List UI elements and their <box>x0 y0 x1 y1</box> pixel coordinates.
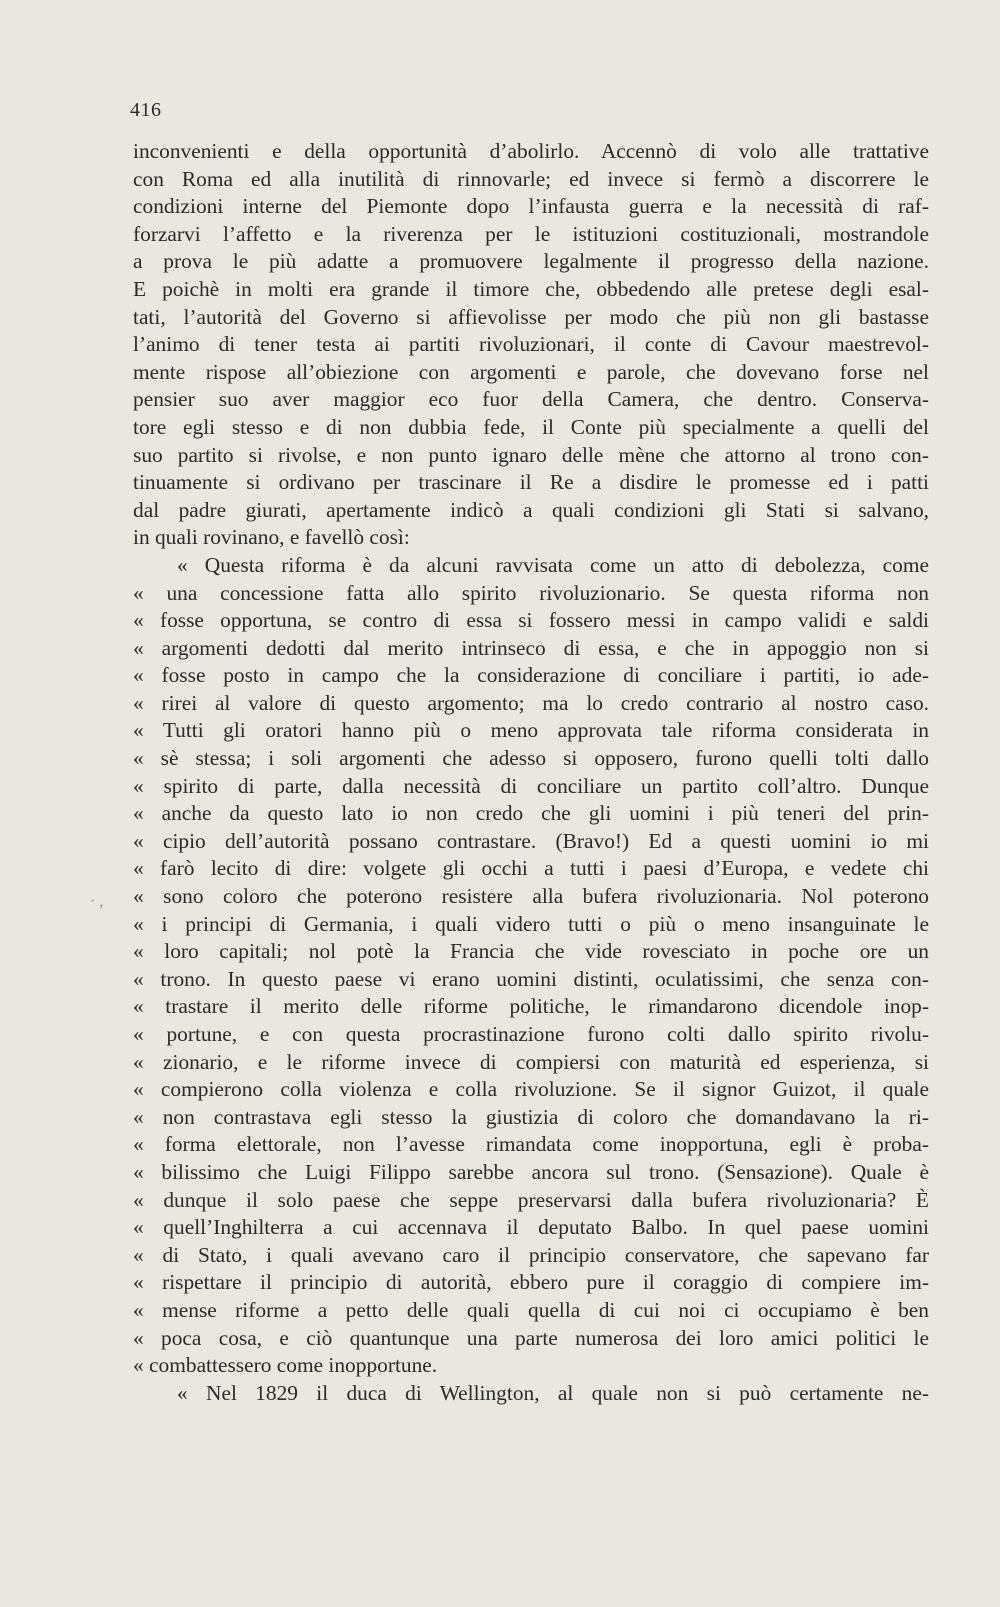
quote-line: « anche da questo lato io non credo che gli uomini i più teneri del prin- <box>133 801 929 826</box>
quote-line: « non contrastava egli stesso la giustizia di coloro che domandavano la ri- <box>133 1104 929 1129</box>
text-line: tinuamente si ordivano per trascinare il Re a disdire le promesse ed i patti <box>133 470 929 495</box>
text-line: tati, l’autorità del Governo si affievolisse per modo che più non gli bastasse <box>133 304 929 329</box>
text-line: pensier suo aver maggior eco fuor della Camera, che dentro. Conserva- <box>133 387 929 412</box>
quote-line: « quell’Inghilterra a cui accennava il deputato Balbo. In quel paese uomini <box>133 1215 929 1240</box>
quote-line: « sono coloro che poterono resistere alla bufera rivoluzionaria. Nol poterono <box>133 884 929 909</box>
text-line: E poichè in molti era grande il timore che, obbedendo alle pretese degli esal- <box>133 276 929 301</box>
quote-line: « spirito di parte, dalla necessità di conciliare un partito coll’altro. Dunque <box>133 773 929 798</box>
text-line: tore egli stesso e di non dubbia fede, il Conte più specialmente a quelli del <box>133 414 929 439</box>
quote-line: « argomenti dedotti dal merito intrinseco di essa, e che in appoggio non si <box>133 635 929 660</box>
quote-line: « portune, e con questa procrastinazione furono colti dallo spirito rivolu- <box>133 1022 929 1046</box>
text-line: condizioni interne del Piemonte dopo l’infausta guerra e la necessità di raf- <box>133 194 929 219</box>
text-line: l’animo di tener testa ai partiti rivoluzionari, il conte di Cavour maestrevol- <box>133 332 929 357</box>
quote-line: « trono. In questo paese vi erano uomini distinti, oculatissimi, che senza con- <box>133 966 929 991</box>
quote-line: « trastare il merito delle riforme politiche, le rimandarono dicendole inop- <box>133 994 929 1019</box>
text-line: forzarvi l’affetto e la riverenza per le istituzioni costituzionali, mostrandole <box>133 221 929 246</box>
quote-line: « sè stessa; i soli argomenti che adesso si opposero, furono quelli tolti dallo <box>133 746 929 771</box>
body-text <box>133 138 929 1407</box>
quote-line: « Tutti gli oratori hanno più o meno approvata tale riforma considerata in <box>133 718 929 743</box>
margin-mark: · , <box>90 893 104 910</box>
quote-line: « cipio dell’autorità possano contrastare. (Bravo!) Ed a questi uomini io mi <box>133 828 929 853</box>
quote-line: « una concessione fatta allo spirito rivoluzionario. Se questa riforma non <box>133 580 929 605</box>
quote-line: « Questa riforma è da alcuni ravvisata come un atto di debolezza, come <box>177 552 929 577</box>
quote-line: « fosse posto in campo che la considerazione di conciliare i partiti, io ade- <box>133 663 929 688</box>
quote-line: « poca cosa, e ciò quantunque una parte numerosa dei loro amici politici le <box>133 1325 929 1350</box>
quote-line: « rirei al valore di questo argomento; ma lo credo contrario al nostro caso. <box>133 690 929 715</box>
quote-line: « dunque il solo paese che seppe preservarsi dalla bufera rivoluzionaria? È <box>133 1187 929 1212</box>
text-line: mente rispose all’obiezione con argomenti e parole, che dovevano forse nel <box>133 359 929 384</box>
page-number: 416 <box>130 99 162 121</box>
quote-line: « forma elettorale, non l’avesse rimandata come inopportuna, egli è proba- <box>133 1132 929 1157</box>
text-line: inconvenienti e della opportunità d’abolirlo. Accennò di volo alle trattative <box>133 139 929 163</box>
text-line: suo partito si rivolse, e non punto ignaro delle mène che attorno al trono con- <box>133 442 929 467</box>
text-line: con Roma ed alla inutilità di rinnovarle; ed invece si fermò a discorrere le <box>133 166 929 191</box>
quote-line: « fosse opportuna, se contro di essa si fossero messi in campo validi e saldi <box>133 608 929 633</box>
quote-line: « rispettare il principio di autorità, ebbero pure il coraggio di compiere im- <box>133 1270 929 1295</box>
text-line: dal padre giurati, apertamente indicò a quali condizioni gli Stati si salvano, <box>133 497 929 522</box>
quote-line: « mense riforme a petto delle quali quella di cui noi ci occupiamo è ben <box>133 1297 929 1322</box>
text-line: in quali rovinano, e favellò così: <box>133 525 410 550</box>
quote-line: « farò lecito di dire: volgete gli occhi a tutti i paesi d’Europa, e vedete chi <box>133 856 929 881</box>
text-line: a prova le più adatte a promuovere legalmente il progresso della nazione. <box>133 249 929 274</box>
quote-line: « loro capitali; nol potè la Francia che vide rovesciato in poche ore un <box>133 939 929 964</box>
quote-line: « di Stato, i quali avevano caro il principio conservatore, che sapevano far <box>133 1242 929 1267</box>
quote-line: « bilissimo che Luigi Filippo sarebbe ancora sul trono. (Sensazione). Quale è <box>133 1159 929 1184</box>
quote-line: « Nel 1829 il duca di Wellington, al quale non si può certamente ne- <box>177 1380 929 1405</box>
quote-line: « i principi di Germania, i quali videro tutti o più o meno insanguinate le <box>133 911 929 936</box>
quote-line: « combattessero come inopportune. <box>133 1353 438 1378</box>
quote-line: « compierono colla violenza e colla rivoluzione. Se il signor Guizot, il quale <box>133 1077 929 1102</box>
quote-line: « zionario, e le riforme invece di compiersi con maturità ed esperienza, si <box>133 1049 929 1074</box>
